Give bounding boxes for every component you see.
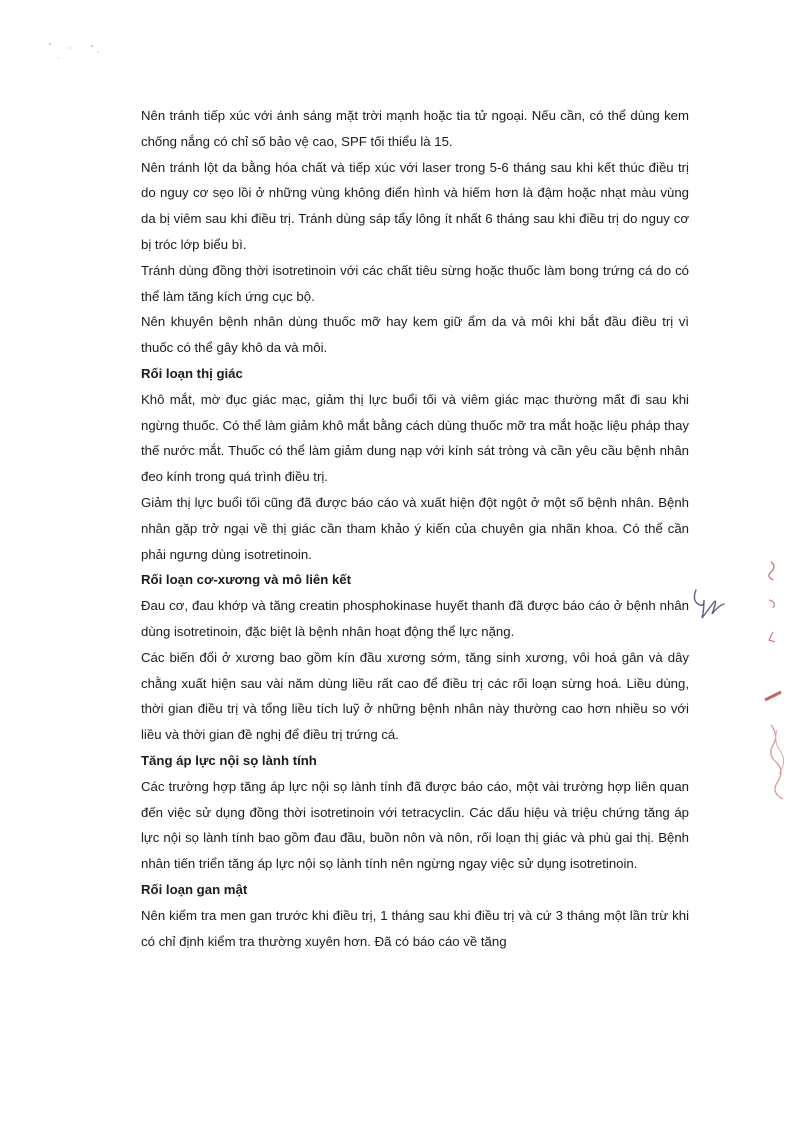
paragraph: Đau cơ, đau khớp và tăng creatin phosphokinase huyết thanh đã được báo cáo ở bệnh nhân dùng isotretinoin, đặc biệt là bệnh nhân hoạt động thể lực nặng.: [141, 598, 689, 639]
paragraph: Nên tránh tiếp xúc với ánh sáng mặt trời mạnh hoặc tia tử ngoại. Nếu cần, có thể dùng kem chống nắng có chỉ số bảo vệ cao, SPF tối thiểu là 15.: [141, 108, 689, 149]
paragraph: Tránh dùng đồng thời isotretinoin với các chất tiêu sừng hoặc thuốc làm bong trứng cá do có thể làm tăng kích ứng cục bộ.: [141, 262, 689, 304]
paragraph: Khô mắt, mờ đục giác mạc, giảm thị lực buổi tối và viêm giác mạc thường mất đi sau khi ngừng thuốc. Có thể làm giảm khô mắt bằng cách dùng thuốc mỡ tra mắt hoặc liệu pháp thay thế nước mắt. Thuốc có thể làm giảm dung nạp với kính sát tròng và cần yêu cầu bệnh nhân đeo kính trong quá trình điều trị.: [141, 391, 689, 485]
handwritten-initial-icon: [688, 588, 728, 628]
margin-stamp-marks-icon: [761, 560, 791, 820]
paragraph: Giảm thị lực buổi tối cũng đã được báo cáo và xuất hiện đột ngột ở một số bệnh nhân. Bệnh nhân gặp trở ngại về thị giác cần tham khảo ý kiến của chuyên gia nhãn khoa. Có thể cần phải ngưng dùng isotretinoin.: [141, 494, 689, 562]
section-heading: Rối loạn thị giác: [141, 365, 243, 381]
section-heading: Rối loạn cơ-xương và mô liên kết: [141, 572, 352, 588]
paragraph: Nên tránh lột da bằng hóa chất và tiếp xúc với laser trong 5-6 tháng sau khi kết thúc điều trị do nguy cơ sẹo lồi ở những vùng không điển hình và hiếm hơn là đậm hoặc nhạt màu vùng da bị viêm sau khi điều trị. Tránh dùng sáp tẩy lông ít nhất 6 tháng sau khi điều trị do nguy cơ bị tróc lớp biểu bì.: [141, 159, 689, 252]
section-heading: Rối loạn gan mật: [141, 881, 248, 897]
scan-speck-icon: [40, 36, 110, 66]
paragraph: Các biến đổi ở xương bao gồm kín đầu xương sớm, tăng sinh xương, vôi hoá gân và dây chằng xuất hiện sau vài năm dùng liều rất cao để điều trị các rối loạn sừng hoá. Liều dùng, thời gian điều trị và tổng liều tích luỹ ở những bệnh nhân này thường cao hơn nhiều so với liều và thời gian đề nghị để điều trị trứng cá.: [141, 649, 689, 743]
paragraph: Nên kiểm tra men gan trước khi điều trị, 1 tháng sau khi điều trị và cứ 3 tháng một lần trừ khi có chỉ định kiểm tra thường xuyên hơn. Đã có báo cáo về tăng: [141, 907, 689, 949]
section-heading: Tăng áp lực nội sọ lành tính: [141, 752, 317, 768]
document-body: [141, 103, 689, 954]
paragraph: Các trường hợp tăng áp lực nội sọ lành tính đã được báo cáo, một vài trường hợp liên quan đến việc sử dụng đồng thời isotretinoin với tetracyclin. Các dấu hiệu và triệu chứng tăng áp lực nội sọ lành tính bao gồm đau đầu, buồn nôn và nôn, rối loạn thị giác và phù gai thị. Bệnh nhân tiến triển tăng áp lực nội sọ lành tính nên ngừng ngay việc sử dụng isotretinoin.: [141, 778, 689, 872]
paragraph: Nên khuyên bệnh nhân dùng thuốc mỡ hay kem giữ ẩm da và môi khi bắt đầu điều trị vì thuốc có thể gây khô da và môi.: [141, 314, 689, 356]
